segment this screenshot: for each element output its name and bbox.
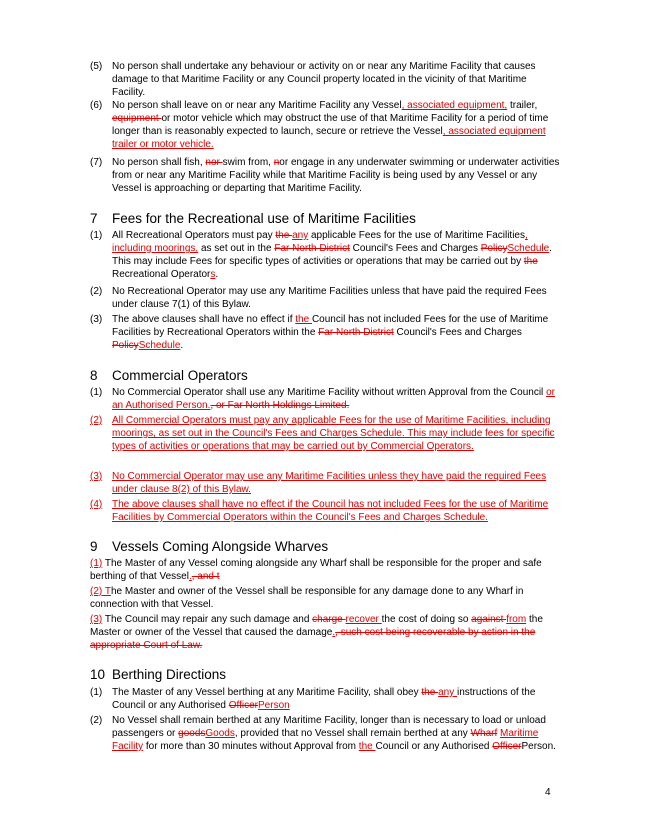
- inserted-text: any: [292, 230, 309, 241]
- inserted-text: Maritime Facility: [112, 728, 539, 752]
- section-8-heading: [90, 368, 248, 384]
- clause-number: (2): [90, 415, 103, 426]
- deleted-text: Wharf: [470, 728, 498, 739]
- clause-text: [112, 285, 560, 311]
- text-run: No Commercial Operator shall use any Maritime Facility without written Approval from the Council: [112, 387, 547, 398]
- deleted-text: Policy: [112, 340, 139, 351]
- deleted-text: , and t: [191, 571, 220, 582]
- text-run: Recreational Operator: [112, 269, 211, 280]
- section-7-clause-1: [90, 229, 560, 281]
- page-number: 4: [545, 787, 551, 798]
- inserted-text: , including moorings,: [112, 230, 528, 254]
- text-run: Council or any Authorised: [375, 741, 493, 752]
- section-7-clause-2: [90, 285, 560, 311]
- deleted-text: Officer: [228, 700, 259, 711]
- clause-text: [112, 313, 560, 352]
- text-run: , provided that no Vessel shall remain berthed at any: [234, 728, 471, 739]
- section-10-clause-2: [90, 714, 560, 753]
- section-9-para-1: [90, 557, 560, 583]
- section-7-clause-3: [90, 313, 560, 352]
- inserted-text: (3): [90, 614, 103, 625]
- inserted-text: Goods: [205, 728, 235, 739]
- deleted-text: goods: [178, 728, 206, 739]
- text-run: No person shall undertake any behaviour or activity on or near any Maritime Facility that causes damage to that Maritime Facility or any Council property located in the vicinity of that Maritime Facility.: [112, 61, 536, 98]
- inserted-text: All Commercial Operators must pay any applicable Fees for the use of Maritime Facilities, including moorings, as set out in the Council's Fees and Charges Schedule. This may include fees for specific types of activities or operations that may be carried out by Commercial Operators.: [112, 415, 555, 452]
- clause-text: [112, 99, 560, 151]
- text-run: Council's Fees and Charges: [393, 327, 522, 338]
- clause-number: (1): [90, 230, 103, 241]
- text-run: No Recreational Operator may use any Maritime Facilities unless that have paid the required Fees under clause 7(1) of this Bylaw.: [112, 286, 547, 310]
- inserted-text: The above clauses shall have no effect if the Council has not included Fees for the use of Maritime Facilities by Commercial Operators within the Council's Fees and Charges Schedule.: [112, 499, 549, 523]
- section-title: Berthing Directions: [112, 667, 227, 682]
- inserted-text: (1): [90, 558, 103, 569]
- inserted-text: or an Authorised Person.: [112, 387, 555, 411]
- text-run: . This may include Fees for specific types of activities or operations that may be carried out by: [112, 243, 552, 267]
- section-number: 8: [90, 368, 98, 383]
- text-run: trailer,: [507, 100, 538, 111]
- clause-text: [112, 60, 560, 99]
- text-run: The Master of any Vessel coming alongside any Wharf shall be responsible for the proper and safe berthing of that Vessel: [90, 558, 542, 582]
- text-run: or motor vehicle which may obstruct the use of that Maritime Facility for a period of time longer than is reasonably expected to launch, secure or retrieve the Vessel: [112, 113, 549, 137]
- clause-number: (6): [90, 100, 103, 111]
- deleted-text: the: [523, 256, 538, 267]
- inserted-text: , associated equipment,: [401, 100, 508, 111]
- section-title: Vessels Coming Alongside Wharves: [112, 539, 329, 554]
- text-run: The Master of any Vessel berthing at any Maritime Facility, shall obey: [112, 687, 422, 698]
- section-9-para-2: [90, 585, 560, 611]
- section-8-clause-3: [90, 470, 560, 496]
- clause-number: (1): [90, 687, 103, 698]
- clause-text: [112, 714, 560, 753]
- deleted-text: , or Far North Holdings Limited.: [210, 400, 350, 411]
- inserted-text: from: [506, 614, 527, 625]
- clause-text: [112, 414, 560, 453]
- deleted-text: charge: [312, 614, 346, 625]
- deleted-text: against: [471, 614, 507, 625]
- text-run: .: [215, 269, 219, 280]
- deleted-text: Far North District: [274, 243, 350, 254]
- inserted-text: the: [295, 314, 312, 325]
- inserted-text: the: [358, 741, 376, 752]
- inserted-text: recover: [345, 614, 382, 625]
- clause-5: [90, 60, 560, 99]
- section-number: 7: [90, 211, 98, 226]
- text-run: Council's Fees and Charges: [349, 243, 481, 254]
- clause-text: [112, 686, 560, 712]
- deleted-text: nor: [205, 157, 223, 168]
- text-run: The Council may repair any such damage and: [102, 614, 313, 625]
- clause-number: (5): [90, 61, 103, 72]
- clause-7: [90, 156, 560, 195]
- section-title: Fees for the Recreational use of Maritime Facilities: [112, 211, 416, 226]
- inserted-text: s: [210, 269, 216, 280]
- text-run: or engage in any underwater swimming or underwater activities from or near any Maritime Facility while that Maritime Facility is being used by any Vessel or any Vessel is approaching or departing that Maritime Facility.: [112, 157, 560, 194]
- section-10-heading: [90, 667, 226, 683]
- section-9-heading: [90, 539, 328, 555]
- clause-text: [112, 156, 560, 195]
- clause-number: (2): [90, 286, 103, 297]
- section-number: 9: [90, 539, 98, 554]
- clause-number: (4): [90, 499, 103, 510]
- inserted-text: .: [188, 571, 192, 582]
- text-run: swim from,: [222, 157, 274, 168]
- inserted-text: No Commercial Operator may use any Maritime Facilities unless they have paid the required Fees under clause 8(2) of this Bylaw.: [112, 471, 547, 495]
- deleted-text: equipment: [112, 113, 162, 124]
- clause-6: [90, 99, 560, 151]
- text-run: The above clauses shall have no effect if: [112, 314, 296, 325]
- inserted-text: any: [438, 687, 457, 698]
- deleted-text: , such cost being recoverable by action in the appropriate Court of Law.: [90, 627, 536, 651]
- section-title: Commercial Operators: [112, 368, 248, 383]
- text-run: No person shall leave on or near any Maritime Facility any Vessel: [112, 100, 402, 111]
- clause-number: (2): [90, 715, 103, 726]
- deleted-text: the: [275, 230, 293, 241]
- clause-number: (3): [90, 314, 103, 325]
- section-8-clause-2: [90, 414, 560, 453]
- section-8-clause-1: [90, 386, 560, 412]
- text-run: instructions of the Council or any Authorised: [112, 687, 536, 711]
- text-run: he Master and owner of the Vessel shall be responsible for any damage done to any Wharf in connection with that Vessel.: [90, 586, 524, 610]
- clause-number: (3): [90, 471, 103, 482]
- text-run: Person.: [521, 741, 556, 752]
- section-7-heading: [90, 211, 416, 227]
- text-run: the cost of doing so: [381, 614, 472, 625]
- deleted-text: the: [421, 687, 439, 698]
- clause-text: [112, 386, 560, 412]
- inserted-text: Schedule: [507, 243, 550, 254]
- section-10-clause-1: [90, 686, 560, 712]
- deleted-text: n: [273, 157, 280, 168]
- text-run: .: [180, 340, 184, 351]
- text-run: Council has not included Fees for the use of Maritime Facilities by Recreational Operators within the: [112, 314, 549, 338]
- inserted-text: Schedule: [138, 340, 181, 351]
- clause-number: (7): [90, 157, 103, 168]
- section-number: 10: [90, 667, 106, 682]
- text-run: the Master or owner of the Vessel that caused the damage: [90, 614, 543, 638]
- text-run: No person shall fish,: [112, 157, 206, 168]
- section-8-clause-4: [90, 498, 560, 524]
- deleted-text: Far North District: [318, 327, 394, 338]
- clause-number: (1): [90, 387, 103, 398]
- section-9-para-3: [90, 613, 560, 652]
- text-run: No Vessel shall remain berthed at any Maritime Facility, longer than is necessary to load or unload passengers or: [112, 715, 546, 739]
- text-run: as set out in the: [198, 243, 275, 254]
- text-run: applicable Fees for the use of Maritime Facilities: [308, 230, 525, 241]
- clause-text: [112, 498, 560, 524]
- inserted-text: Person: [258, 700, 290, 711]
- text-run: All Recreational Operators must pay: [112, 230, 276, 241]
- deleted-text: Officer: [492, 741, 522, 752]
- text-run: for more than 30 minutes without Approval from: [143, 741, 359, 752]
- inserted-text: , associated equipment trailer or motor vehicle.: [112, 126, 546, 150]
- inserted-text: .: [332, 627, 336, 638]
- clause-text: [112, 229, 560, 281]
- clause-text: [112, 470, 560, 496]
- inserted-text: (2) T: [90, 586, 111, 597]
- deleted-text: Policy: [480, 243, 508, 254]
